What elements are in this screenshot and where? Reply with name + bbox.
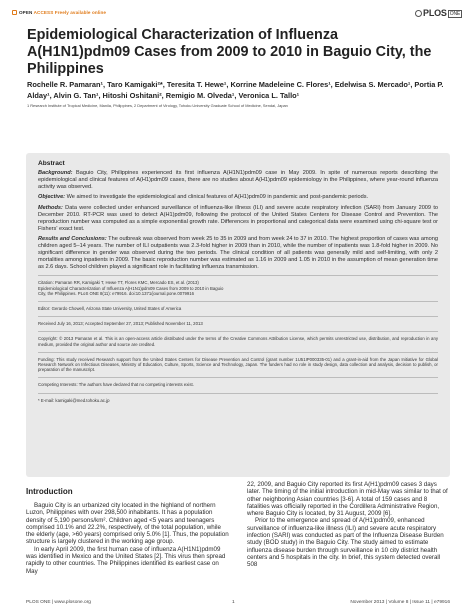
abstract-results [38,236,438,270]
intro-para-2: In early April 2009, the first human case of influenza A(H1N1)pdm09 was identified in Mexico and the United States [2]. This virus then spread rapidly to other countries. The Philippines identified its earliest case on May [26,545,226,575]
section-label: Background: [38,170,73,176]
page-number: 1 [232,600,235,605]
intro-right-para-1: 22, 2009, and Baguio City reported its first A(H1)pdm09 cases 3 days later. The timing of the initial introduction in mid-May was similar to that of other neighboring Asian countries [3-6]. A total of 159 cases and 8 fatalities was officially reported in the Cordillera Administrative Region, where Baguio City is located, by 31 August, 2009 [6]. [247,481,448,518]
intro-right-column [247,481,450,569]
competing-interests: Competing Interests: The authors have declared that no competing interests exist. [38,382,194,388]
abstract-heading: Abstract [38,160,65,167]
section-text: We aimed to investigate the epidemiological and clinical features of A(H1)pdm09 in pandemic and post-pandemic periods. [65,194,369,201]
footer-journal[interactable]: PLOS ONE | www.plosone.org [26,600,91,605]
section-text: Data were collected under enhanced surveillance of influenza-like illness (ILI) and severe acute respiratory infection (SARI) from January 2009 to December 2010. RT-PCR was used to detect A(H1)pdm09, following the protocol of the United States Centers for Disease Control and Prevention. The reproduction number was computed as a simple exponential growth rate. Differences in proportional and categorical data were examined using chi-square test or Fishers' exact test. [38,205,438,232]
footer-issue: November 2013 | Volume 8 | Issue 11 | e79916 [350,600,450,605]
journal-logo[interactable] [415,8,462,18]
citation: Citation: Pamaran RR, Kamigaki T, Hewe TT, Flores KMC, Mercado ES, et al. (2013) Epidemiological Characterization of Influenza A(H1N1)pdm09 Cases from 2009 to 2010 in Baguio City, the Philippines. PLoS ONE 8(11): e79916. doi:10.1371/journal.pone.0079916 [38,280,224,296]
abstract-methods [38,205,438,232]
section-text: Baguio City, Philippines experienced its first influenza A(H1N1)pdm09 case in May 2009. In spite of numerous reports describing the epidemiological and clinical features of A(H1)pdm09 cases, there are no studies about A(H1)pdm09 epidemiology in the Philippines, where year-round influenza activity was observed. [38,170,438,190]
intro-left-column [26,485,229,575]
abstract-divider [38,377,438,378]
abstract-objective [38,194,438,201]
abstract-divider [38,352,438,353]
abstract-background [38,170,438,190]
intro-right-para-2: Prior to the emergence and spread of A(H1)pdm09, enhanced surveillance of influenza-like illness (ILI) and severe acute respiratory infection (SARI) was conducted as part of the Influenza Disease Burden study (BOD study) in the Baguio City. The study aimed to estimate influenza disease burden through surveillance in 10 city district health centers and 5 hospitals in the city. In brief, this system detected overall 508 [247,517,444,569]
abstract-divider [38,393,438,394]
section-label: Results and Conclusions: [38,236,107,243]
editor: Editor: Gerardo Chowell, Arizona State University, United States of America [38,305,182,311]
intro-heading: Introduction [26,487,73,496]
abstract-divider [38,331,438,332]
intro-para-1: Baguio City is an urbanized city located in the highland of northern Luzon, Philippines with over 298,500 inhabitants. It has a population density of 5,190 persons/km². Children aged <5 years and teenagers comprised 10.1% and 22.2%, respectively, of the total population, while the elderly (age, >60 years) comprised only 5.0% [1]. Thus, the population structure is largely clustered in the working age group. [26,502,229,546]
funding: Funding: This study received Research support from the United States Centers for Disease Prevention and Control (grant number 1U51IP000335-01) and a grant-in-aid from the Japan Initiative for Global Research Network on Infectious Diseases, Ministry of Education, Culture, Sports, Science and Technology, Japan. The funders had no role in study design, data collection and analysis, decision to publish, or preparation of the manuscript. [38,356,438,373]
publication-dates: Received July 16, 2013; Accepted September 27, 2013; Published November 11, 2013 [38,321,203,327]
article-title: Epidemiological Characterization of Influenza A(H1N1)pdm09 Cases from 2009 to 2010 in Baguio City, the Philippines [27,27,432,77]
abstract-divider [38,275,438,276]
article-affiliations: 1 Research Institute of Tropical Medicine, Manila, Philippines, 2 Department of Virology, Tohoku University Graduate School of Medicine, Sendai, Japan [27,103,288,108]
plos-sun-icon [415,10,422,17]
open-access-label: OPEN [19,10,33,15]
section-text: The outbreak was observed from week 25 to 35 in 2009 and from week 24 to 37 in 2010. The highest proportion of cases was among children aged 5–14 years. The number of ILI outpatients was 2.3-fold higher in 2009 than in 2010, while the number of inpatients was 1.8-fold higher in 2009. No significant difference in gender was observed during the two periods. The clinical condition of all patients was generally mild and self-limiting, with only 2 mortalities among inpatients in 2009. The basic reproduction number was estimated as 1.16 in 2009 and 1.05 in 2010 in the assumption of mean generation time as 2.6 days. School children played a significant role in facilitating influenza transmission. [38,236,438,270]
access-label: ACCESS Freely available online [33,10,107,15]
open-access-badge [12,10,106,15]
abstract-box [26,153,450,477]
journal-suffix: ONE [449,11,460,17]
open-lock-icon [12,10,17,15]
citation-block [38,280,438,296]
section-label: Methods: [38,205,63,212]
section-label: Objective: [38,194,66,201]
corresponding-email[interactable]: * E-mail: kamigaki@med.tohoku.ac.jp [38,397,110,403]
abstract-divider [38,316,438,317]
article-authors: Rochelle R. Pamaran¹, Taro Kamigaki²*, Teresita T. Hewe¹, Korrine Madeleine C. Flores¹, Edelwisa S. Mercado¹, Portia P. Alday¹, Alvin G. Tan¹, Hitoshi Oshitani², Remigio M. Olveda¹, Veronica L. Tallo¹ [27,80,444,100]
copyright: Copyright: © 2013 Pamaran et al. This is an open-access article distributed under the terms of the Creative Commons Attribution License, which permits unrestricted use, distribution, and reproduction in any medium, provided the original author and source are credited. [38,336,438,347]
journal-name: PLOS [423,8,447,18]
journal-header [12,8,462,22]
abstract-divider [38,301,438,302]
